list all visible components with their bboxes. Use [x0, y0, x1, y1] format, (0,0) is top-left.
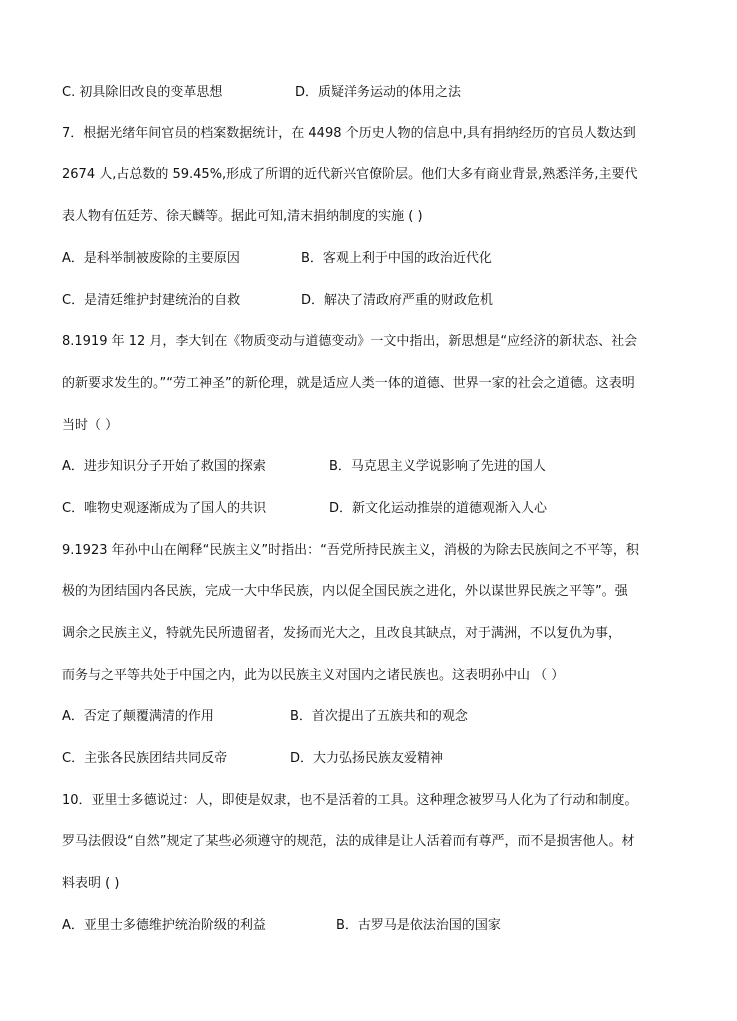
q7-stem-line-3: 表人物有伍廷芳、徐天麟等。据此可知,清末捐纳制度的实施 ( ): [62, 209, 423, 224]
q8-option-b: B．马克思主义学说影响了先进的国人: [329, 459, 546, 474]
q10-stem-line-2: 罗马法假设“自然”规定了某些必须遵守的规范，法的成律是让人活着而有尊严，而不是损害他人。材: [62, 834, 635, 849]
q7-stem-line-2: 2674 人,占总数的 59.45%,形成了所谓的近代新兴官僚阶层。他们大多有商业背景,熟悉洋务,主要代: [62, 167, 638, 182]
q7-option-b: B．客观上利于中国的政治近代化: [301, 251, 492, 266]
q9-stem-line-2: 极的为团结国内各民族，完成一大中华民族，内以促全国民族之进化，外以谋世界民族之平等”。强: [62, 584, 628, 599]
q8-option-d: D．新文化运动推崇的道德观渐入人心: [329, 501, 548, 516]
q8-stem-line-2: 的新要求发生的。”“劳工神圣”的新伦理，就是适应人类一体的道德、世界一家的社会之道德。这表明: [62, 376, 635, 391]
q9-stem-line-3: 调余之民族主义，特就先民所遗留者，发扬而光大之，且改良其缺点，对于满洲，不以复仇为事，: [62, 626, 622, 641]
q8-option-a: A．进步知识分子开始了救国的探索: [62, 459, 266, 474]
q7-stem-line-1: 7．根据光绪年间官员的档案数据统计，在 4498 个历史人物的信息中,具有捐纳经历的官员人数达到: [62, 126, 636, 141]
q9-option-a: A．否定了颠覆满清的作用: [62, 709, 214, 724]
q8-stem-line-3: 当时（ ）: [62, 418, 119, 433]
q7-option-c: C．是清廷维护封建统治的自救: [62, 293, 241, 308]
q6-option-d: D．质疑洋务运动的体用之法: [295, 85, 462, 100]
q7-option-a: A．是科举制被废除的主要原因: [62, 251, 240, 266]
q9-stem-line-1: 9.1923 年孙中山在阐释“民族主义”时指出：“吾党所持民族主义，消极的为除去民族间之不平等，积: [62, 543, 639, 558]
q8-option-c: C．唯物史观逐渐成为了国人的共识: [62, 501, 267, 516]
q10-stem-line-3: 料表明 ( ): [62, 876, 120, 891]
q9-option-b: B．首次提出了五族共和的观念: [290, 709, 468, 724]
q10-stem-line-1: 10．亚里士多德说过：人，即使是奴隶，也不是活着的工具。这种理念被罗马人化为了行动和制度。: [62, 793, 638, 808]
q9-option-c: C．主张各民族团结共同反帝: [62, 751, 228, 766]
q10-option-b: B．古罗马是依法治国的国家: [336, 918, 501, 933]
q9-option-d: D．大力弘扬民族友爱精神: [290, 751, 444, 766]
q7-option-d: D．解决了清政府严重的财政危机: [301, 293, 494, 308]
q8-stem-line-1: 8.1919 年 12 月，李大钊在《物质变动与道德变动》一文中指出，新思想是“应经济的新状态、社会: [62, 334, 638, 349]
q6-option-c: C. 初具除旧改良的变革思想: [62, 85, 223, 100]
q10-option-a: A．亚里士多德维护统治阶级的利益: [62, 918, 266, 933]
q9-stem-line-4: 而务与之平等共处于中国之内，此为以民族主义对国内之诸民族也。这表明孙中山 （ ）: [62, 668, 565, 683]
